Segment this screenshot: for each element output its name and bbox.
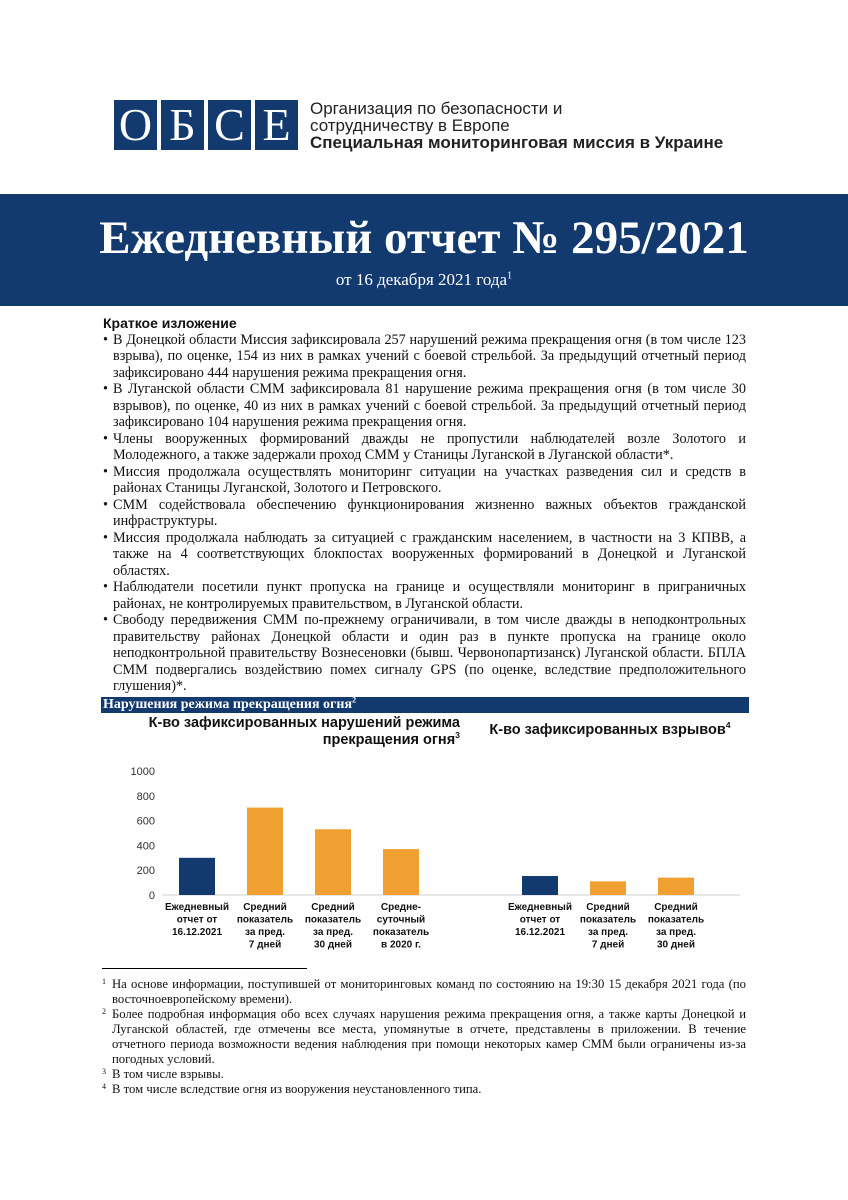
footnote-number: 3 [102, 1067, 106, 1076]
footnote-text: В том числе взрывы. [112, 1067, 224, 1081]
chart-title-explosions [475, 722, 745, 739]
chart-title-line-2-text: прекращения огня [322, 732, 456, 748]
y-tick-label: 400 [136, 840, 155, 853]
footnotes [102, 977, 746, 1097]
chart-title-violations [110, 715, 460, 749]
title-band [0, 194, 848, 306]
summary-bullet: • Члены вооруженных формирований дважды не пропустили наблюдателей возле Золотого и Молодежного, а также задержали проход СММ у Станицы Луганской в Луганской области*. [103, 431, 746, 464]
category-label: Средний [311, 902, 355, 913]
footnote [102, 1007, 746, 1067]
bar [590, 881, 626, 895]
chart-title-explosions-text: К-во зафиксированных взрывов [489, 722, 726, 738]
category-label: 30 дней [314, 939, 352, 951]
category-label: за пред. [655, 927, 697, 938]
footnote-ref: 1 [507, 270, 513, 282]
category-label: показатель [647, 914, 705, 926]
footnote-text: На основе информации, поступившей от мониторинговых команд по состоянию на 19:30 15 декабря 2021 года (по восточноевропейскому времени). [112, 977, 746, 1006]
footnote-text: В том числе вследствие огня из вооружения неустановленного типа. [112, 1082, 482, 1096]
category-label: показатель [372, 927, 430, 938]
org-line-2: сотрудничеству в Европе [310, 116, 510, 135]
bar [383, 849, 419, 895]
category-label: 30 дней [657, 939, 695, 951]
footnote-number: 1 [102, 977, 106, 986]
footnote-ref: 3 [455, 730, 460, 741]
footnote [102, 1082, 746, 1097]
category-label: Средне- [380, 902, 422, 913]
section-heading-bar [101, 697, 749, 713]
y-tick-label: 200 [136, 865, 155, 878]
report-title: Ежедневный отчет № 295/2021 [99, 212, 749, 264]
bar [179, 858, 215, 895]
footnote [102, 1067, 746, 1082]
category-label: Ежедневный [507, 902, 573, 913]
org-line-1: Организация по безопасности и [310, 99, 563, 118]
logo-letter-2: Б [161, 100, 204, 150]
footnote-ref: 4 [725, 720, 731, 731]
y-tick-label: 600 [136, 815, 155, 828]
summary-heading: Краткое изложение [103, 315, 237, 331]
osce-header [114, 100, 723, 151]
category-label: за пред. [312, 927, 354, 938]
category-label: показатель [236, 914, 294, 926]
chart-title-line-1: К-во зафиксированных нарушений режима [148, 715, 460, 731]
summary-bullet: • Наблюдатели посетили пункт пропуска на границе и осуществляли мониторинг в приграничных районах, не контролируемых правительством, в Луганской области. [103, 579, 746, 612]
logo-letter-3: С [208, 100, 251, 150]
summary-list [103, 332, 746, 695]
chart-title-line-2 [110, 732, 460, 749]
category-label: показатель [579, 914, 637, 926]
bar [247, 808, 283, 895]
logo-letter-4: Е [255, 100, 298, 150]
summary-bullet: • В Луганской области СММ зафиксировала 81 нарушение режима прекращения огня (в том числе 30 взрывов), по оценке, 40 из них в рамках учений с боевой стрельбой. За предыдущий отчетный период зафиксировано 104 нарушения режима прекращения огня. [103, 381, 746, 431]
category-label: отчет от [176, 914, 218, 926]
category-label: Ежедневный [164, 902, 230, 913]
report-date-text: от 16 декабря 2021 года [335, 270, 508, 289]
y-tick-label: 800 [136, 790, 155, 803]
footnote-ref: 2 [352, 695, 357, 705]
category-label: суточный [376, 914, 426, 926]
summary-section [103, 315, 746, 695]
category-label: 7 дней [248, 939, 282, 951]
y-tick-label: 1000 [130, 766, 155, 778]
summary-bullet: • Миссия продолжала осуществлять мониторинг ситуации на участках разведения сил и средств в районах Станицы Луганской, Золотого и Петровского. [103, 464, 746, 497]
logo-letter-1: О [114, 100, 157, 150]
footnote-text: Более подробная информация обо всех случаях нарушения режима прекращения огня, а также карты Донецкой и Луганской областей, где отмечены все места, упомянутые в отчете, представлены в приложении. В течение отчетного периода возможности ведения наблюдения при помощи некоторых камер СММ были ограничены из-за погодных условий. [112, 1007, 746, 1066]
category-label: 16.12.2021 [171, 927, 223, 938]
category-label: показатель [304, 914, 362, 926]
category-label: за пред. [244, 927, 286, 938]
section-heading: Нарушения режима прекращения огня [103, 697, 353, 712]
bar [658, 878, 694, 895]
category-label: 16.12.2021 [514, 927, 566, 938]
organization-name [310, 100, 723, 151]
summary-bullet: • Миссия продолжала наблюдать за ситуацией с гражданским населением, в частности на 3 КПВВ, а также на 4 соответствующих блокпостах вооруженных формирований в Донецкой и Луганской областях. [103, 530, 746, 580]
footnote-divider [102, 968, 307, 969]
footnote-number: 2 [102, 1007, 106, 1016]
category-label: 7 дней [591, 939, 625, 951]
category-label: Средний [586, 902, 630, 913]
footnote [102, 977, 746, 1007]
bar-chart [100, 755, 750, 965]
category-label: в 2020 г. [381, 939, 421, 951]
summary-bullet: • СММ содействовала обеспечению функционирования жизненно важных объектов гражданской инфраструктуры. [103, 497, 746, 530]
report-date [0, 270, 848, 290]
summary-bullet: • В Донецкой области Миссия зафиксировала 257 нарушений режима прекращения огня (в том числе 123 взрыва), по оценке, 154 из них в рамках учений с боевой стрельбой. За предыдущий отчетный период зафиксировано 444 нарушения режима прекращения огня. [103, 332, 746, 382]
bar [522, 876, 558, 895]
footnote-number: 4 [102, 1082, 106, 1091]
category-label: за пред. [587, 927, 629, 938]
mission-name: Специальная мониторинговая миссия в Украине [310, 133, 724, 152]
y-tick-label: 0 [148, 890, 155, 902]
bar [315, 829, 351, 895]
summary-bullet: • Свободу передвижения СММ по-прежнему ограничивали, в том числе дважды в неподконтрольных правительству районах Донецкой области и один раз в пункте пропуска на границе около неподконтрольной правительству Вознесеновки (бывш. Червонопартизанск) Луганской области. БПЛА СММ подвергались воздействию помех сигналу GPS (по оценке, вследствие предположительного глушения)*. [103, 612, 746, 695]
category-label: Средний [243, 902, 287, 913]
category-label: отчет от [519, 914, 561, 926]
category-label: Средний [654, 902, 698, 913]
